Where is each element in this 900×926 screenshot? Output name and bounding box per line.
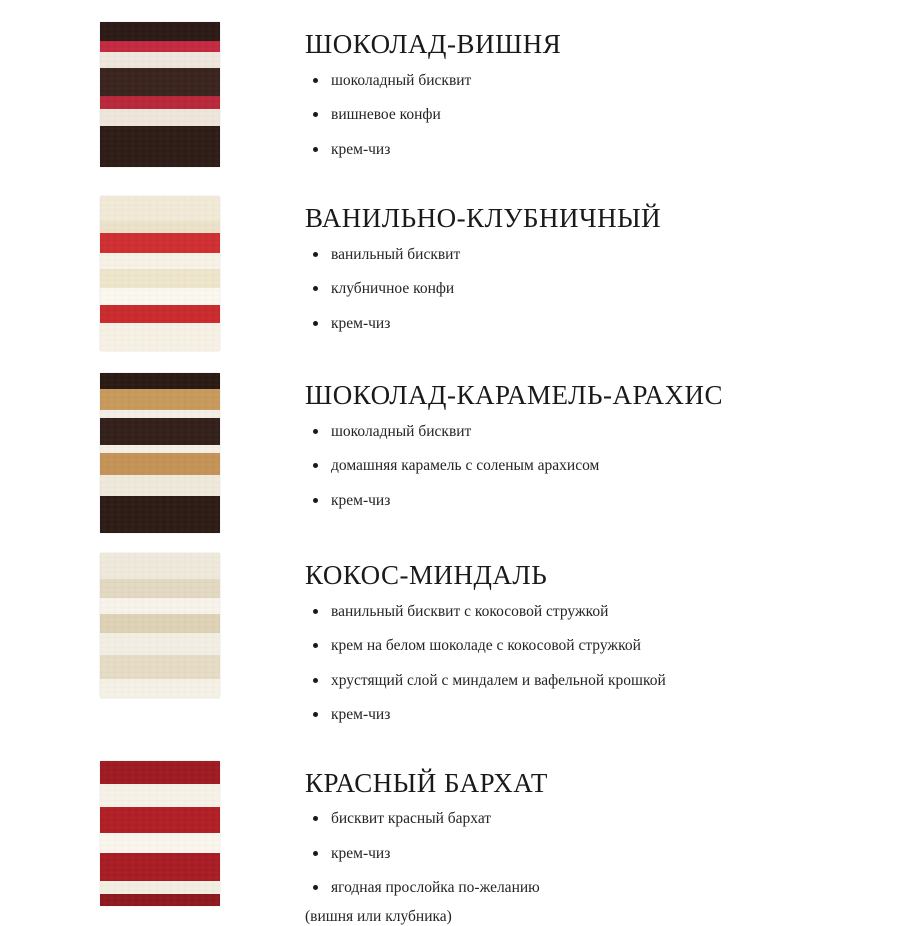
menu-page xyxy=(0,22,900,925)
cake-slice-coconut-almond-image xyxy=(100,553,220,698)
entry-title: КРАСНЫЙ БАРХАТ xyxy=(305,767,548,798)
entry-ingredients xyxy=(305,421,900,512)
entry-content xyxy=(220,373,900,524)
cake-slice-chocolate-cherry-image xyxy=(100,22,220,167)
list-item: крем-чиз xyxy=(305,139,900,161)
list-item: вишневое конфи xyxy=(305,104,900,126)
cake-slice-chocolate-caramel-peanut-image xyxy=(100,373,220,533)
menu-entry-red-velvet xyxy=(0,761,900,926)
entry-content xyxy=(220,553,900,739)
entry-note: (вишня или клубника) xyxy=(305,907,452,925)
entry-content xyxy=(220,196,900,347)
entry-title: ШОКОЛАД-ВИШНЯ xyxy=(305,29,562,59)
menu-entry-chocolate-cherry xyxy=(0,22,900,173)
list-item: клубничное конфи xyxy=(305,278,900,300)
list-item: крем-чиз xyxy=(305,704,900,726)
menu-entry-coconut-almond xyxy=(0,553,900,739)
list-item: крем-чиз xyxy=(305,313,900,335)
list-item: домашняя карамель с соленым арахисом xyxy=(305,455,900,477)
entry-ingredients xyxy=(305,244,900,335)
list-item: ягодная прослойка по-желанию xyxy=(305,877,900,899)
list-item: бисквит красный бархат xyxy=(305,808,900,830)
entry-title: КОКОС-МИНДАЛЬ xyxy=(305,560,548,591)
list-item: ванильный бисквит с кокосовой стружкой xyxy=(305,601,900,623)
list-item: крем-чиз xyxy=(305,843,900,865)
entry-ingredients xyxy=(305,808,900,899)
entry-ingredients xyxy=(305,70,900,161)
list-item: крем-чиз xyxy=(305,490,900,512)
cake-slice-red-velvet-image xyxy=(100,761,220,906)
entry-title: ВАНИЛЬНО-КЛУБНИЧНЫЙ xyxy=(305,203,662,234)
entry-title: ШОКОЛАД-КАРАМЕЛЬ-АРАХИС xyxy=(305,380,724,411)
entry-ingredients xyxy=(305,601,900,727)
list-item: шоколадный бисквит xyxy=(305,70,900,92)
list-item: ванильный бисквит xyxy=(305,244,900,266)
menu-entry-vanilla-strawberry xyxy=(0,196,900,351)
list-item: шоколадный бисквит xyxy=(305,421,900,443)
entry-content xyxy=(220,22,900,173)
menu-entry-chocolate-caramel-peanut xyxy=(0,373,900,533)
cake-slice-vanilla-strawberry-image xyxy=(100,196,220,351)
entry-content xyxy=(220,761,900,926)
list-item: хрустящий слой с миндалем и вафельной крошкой xyxy=(305,670,900,692)
list-item: крем на белом шоколаде с кокосовой стружкой xyxy=(305,635,900,657)
